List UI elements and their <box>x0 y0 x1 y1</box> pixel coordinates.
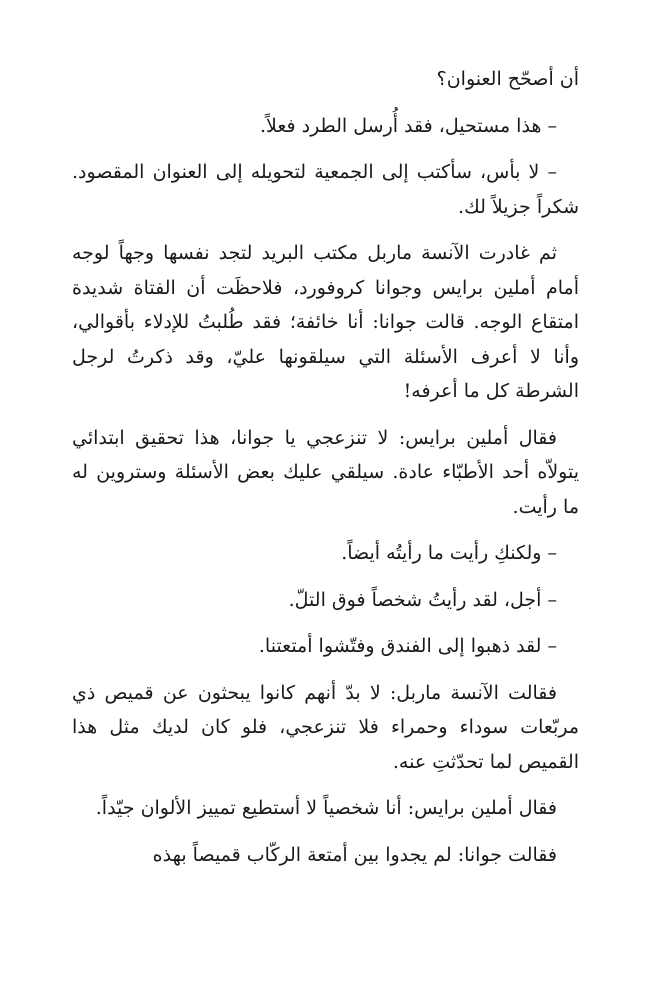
paragraph: فقالت الآنسة ماربل: لا بدّ أنهم كانوا يبحثون عن قميص ذي مربّعات سوداء وحمراء فلا تنزعجي، فلو كان لديك مثل هذا القميص لما تحدّثتِ عنه. <box>72 681 579 773</box>
dialogue-line: – هذا مستحيل، فقد أُرسل الطرد فعلاً. <box>259 114 557 137</box>
dialogue-line: – لقد ذهبوا إلى الفندق وفتّشوا أمتعتنا. <box>258 635 557 657</box>
dialogue-line: – ولكنكِ رأيت ما رأيتُه أيضاً. <box>341 542 557 564</box>
paragraph-continuation: أن أصحّح العنوان؟ <box>436 68 579 90</box>
dialogue-line: – أجل، لقد رأيتُ شخصاً فوق التلّ. <box>288 588 557 611</box>
paragraph: فقال أملين برايس: أنا شخصياً لا أستطيع تمييز الألوان جيّداً. <box>95 797 557 819</box>
paragraph: فقال أملين برايس: لا تنزعجي يا جوانا، هذا تحقيق ابتدائي يتولاّه أحد الأطبّاء عادة. سيلقي عليك بعض الأسئلة وستروين له ما رأيت. <box>72 426 579 518</box>
paragraph: ثم غادرت الآنسة ماربل مكتب البريد لتجد نفسها وجهاً لوجه أمام أملين برايس وجوانا كروفورد، فلاحظَت أن الفتاة شديدة امتقاع الوجه. قالت جوانا: أنا خائفة؛ فقد طُلبتُ للإدلاء بأقوالي، وأنا لا أعرف الأسئلة التي سيلقونها عليّ، وقد ذكرتُ لرجل الشرطة كل ما أعرفه! <box>72 242 579 402</box>
dialogue-line: – لا بأس، سأكتب إلى الجمعية لتحويله إلى العنوان المقصود. شكراً جزيلاً لك. <box>72 161 579 218</box>
book-page <box>72 62 579 884</box>
paragraph: فقالت جوانا: لم يجدوا بين أمتعة الركّاب قميصاً بهذه <box>152 843 557 866</box>
